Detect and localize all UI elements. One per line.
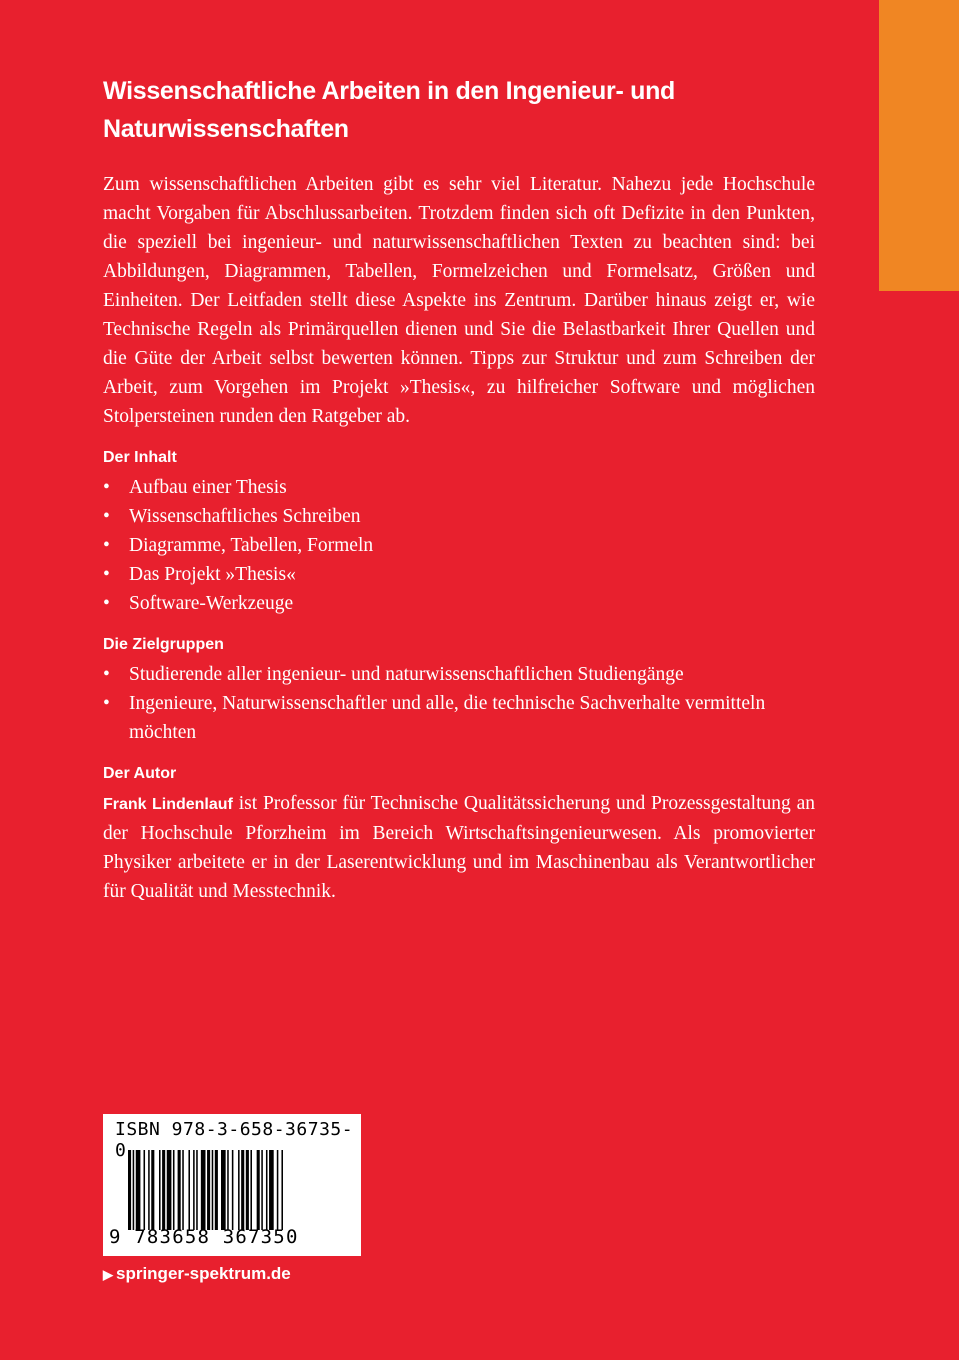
- bullet-icon: •: [103, 593, 110, 614]
- author-name: Frank Lindenlauf: [103, 796, 233, 813]
- isbn-label: ISBN 978-3-658-36735-0: [115, 1119, 354, 1161]
- author-bio: [103, 789, 815, 906]
- barcode-bar: [188, 1150, 190, 1230]
- barcode-bar: [193, 1150, 195, 1230]
- barcode-bar: [133, 1150, 135, 1230]
- barcode-bar: [173, 1150, 175, 1230]
- author-section: [103, 763, 815, 906]
- barcode-bar: [162, 1150, 165, 1230]
- list-item: • Diagramme, Tabellen, Formeln: [103, 531, 815, 560]
- barcode-digits: 9 783658 367350: [109, 1226, 299, 1248]
- bullet-icon: •: [103, 477, 110, 498]
- website-text: springer-spektrum.de: [116, 1264, 291, 1283]
- barcode-bar: [215, 1150, 218, 1230]
- barcode-bar: [232, 1150, 234, 1230]
- barcode-bar: [136, 1150, 141, 1230]
- audience-list: [103, 660, 815, 747]
- barcode-bar: [250, 1150, 252, 1230]
- barcode-bar: [151, 1150, 154, 1230]
- barcode-bar: [182, 1150, 184, 1230]
- bullet-icon: •: [103, 535, 110, 556]
- barcode-bar: [128, 1150, 131, 1230]
- publisher-website-link[interactable]: [103, 1264, 291, 1284]
- barcode-bar: [257, 1150, 260, 1230]
- barcode-bar: [269, 1150, 274, 1230]
- bullet-icon: •: [103, 664, 110, 685]
- list-item: • Aufbau einer Thesis: [103, 473, 815, 502]
- bullet-icon: •: [103, 693, 110, 714]
- barcode-bar: [266, 1150, 268, 1230]
- list-item: • Studierende aller ingenieur- und naturwissenschaftlichen Studiengänge: [103, 660, 815, 689]
- barcode-bar: [227, 1150, 229, 1230]
- author-heading: Der Autor: [103, 765, 177, 782]
- content-list: [103, 473, 815, 618]
- barcode-bar: [238, 1150, 240, 1230]
- audience-heading: Die Zielgruppen: [103, 636, 224, 653]
- barcode-bar: [201, 1150, 206, 1230]
- barcode-bar: [167, 1150, 172, 1230]
- barcode-bar: [144, 1150, 146, 1230]
- arrow-right-icon: ▶: [103, 1267, 113, 1282]
- barcode-bar: [178, 1150, 181, 1230]
- barcode-bar: [207, 1150, 210, 1230]
- book-description: Zum wissenschaftlichen Arbeiten gibt es sehr viel Literatur. Nahezu jede Hochschule macht Vorgaben für Abschlussarbeiten. Trotzdem finden sich oft Defizite in den Punkten, die speziell bei ingenieur- und naturwissenschaftlichen Texten zu beachten sind: bei Abbildungen, Diagrammen, Tabellen, Formelzeichen und Formelsatz, Größen und Einheiten. Der Leitfaden stellt diese Aspekte ins Zentrum. Darüber hinaus zeigt er, wie Technische Regeln als Primärquellen dienen und Sie die Belastbarkeit Ihrer Quellen und die Güte der Arbeit selbst bewerten können. Tipps zur Struktur und zum Schreiben der Arbeit, zum Vorgehen im Projekt »Thesis«, zu hilfreicher Software und möglichen Stolpersteinen runden den Ratgeber ab.: [103, 174, 815, 427]
- bullet-icon: •: [103, 506, 110, 527]
- barcode-bar: [212, 1150, 214, 1230]
- title-line-2: Naturwissenschaften: [103, 115, 349, 143]
- orange-accent-tab: [879, 0, 959, 291]
- author-bio-text: ist Professor für Technische Qualitätssicherung und Prozessgestaltung an der Hochschule Pforzheim im Bereich Wirtschaftsingenieurwesen. Als promovierter Physiker arbeitete er in der Laserentwicklung und im Maschinenbau als Verantwortlicher für Qualität und Messtechnik.: [103, 793, 815, 902]
- list-item: • Ingenieure, Naturwissenschaftler und alle, die technische Sachverhalte vermitteln möchten: [103, 689, 815, 747]
- barcode-bar: [159, 1150, 161, 1230]
- title-line-1: Wissenschaftliche Arbeiten in den Ingenieur- und: [103, 77, 676, 105]
- barcode-bar: [148, 1150, 150, 1230]
- isbn-barcode: [103, 1114, 361, 1256]
- barcode-bar: [281, 1150, 283, 1230]
- content-section: [103, 447, 815, 618]
- barcode-bar: [241, 1150, 244, 1230]
- content-heading: Der Inhalt: [103, 449, 177, 466]
- list-item: • Das Projekt »Thesis«: [103, 560, 815, 589]
- list-item: • Software-Werkzeuge: [103, 589, 815, 618]
- back-cover-content: [103, 72, 815, 906]
- barcode-bar: [221, 1150, 226, 1230]
- bullet-icon: •: [103, 564, 110, 585]
- book-title: [103, 72, 815, 148]
- list-item: • Wissenschaftliches Schreiben: [103, 502, 815, 531]
- barcode-bars: [128, 1150, 350, 1230]
- audience-section: [103, 634, 815, 747]
- barcode-bar: [261, 1150, 263, 1230]
- barcode-bar: [196, 1150, 198, 1230]
- barcode-bar: [277, 1150, 279, 1230]
- barcode-bar: [246, 1150, 249, 1230]
